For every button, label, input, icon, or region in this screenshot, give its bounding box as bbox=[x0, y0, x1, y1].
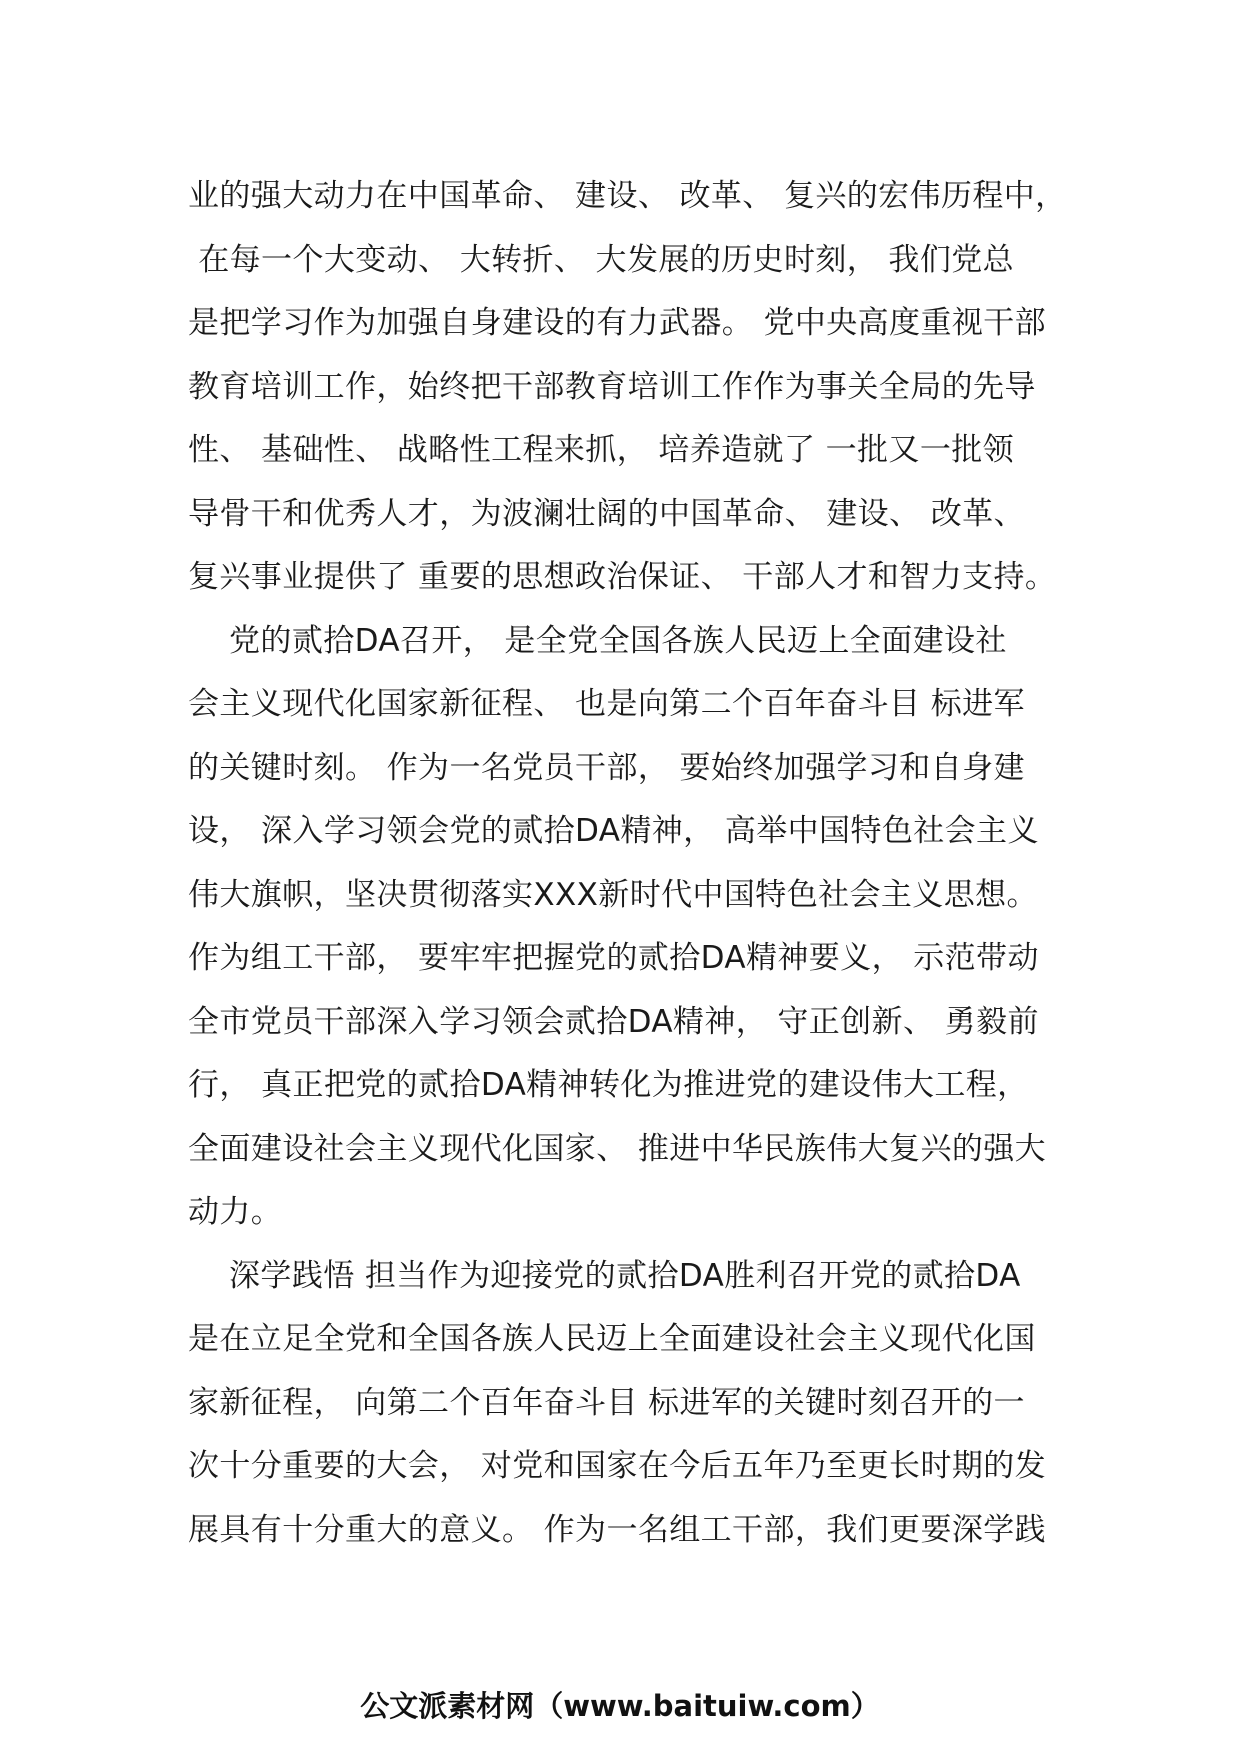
text-line: 复兴事业提供了 重要的思想政治保证、 干部人才和智力支持。 bbox=[188, 559, 1057, 595]
text-line: 业的强大动力在中国革命、 建设、 改革、 复兴的宏伟历程中， bbox=[188, 178, 1067, 214]
text-line: 是把学习作为加强自身建设的有力武器。 党中央高度重视干部 bbox=[188, 305, 1047, 341]
text-line: 是在立足全党和全国各族人民迈上全面建设社会主义现代化国 bbox=[188, 1321, 1036, 1357]
text-line: 伟大旗帜，坚决贯彻落实XXX新时代中国特色社会主义思想。 bbox=[188, 876, 1038, 913]
text-line: 展具有十分重大的意义。 作为一名组工干部，我们更要深学践 bbox=[188, 1511, 1047, 1548]
text-line: 全面建设社会主义现代化国家、 推进中华民族伟大复兴的强大 bbox=[188, 1130, 1047, 1167]
text-line: 次十分重要的大会， 对党和国家在今后五年乃至更长时期的发 bbox=[188, 1448, 1047, 1484]
document-body bbox=[188, 165, 1067, 1562]
text-line: 在每一个大变动、 大转折、 大发展的历史时刻， 我们党总 bbox=[188, 241, 1015, 278]
text-line: 教育培训工作，始终把干部教育培训工作作为事关全局的先导 bbox=[188, 368, 1036, 405]
text-line: 行， 真正把党的贰拾DA精神转化为推进党的建设伟大工程， bbox=[188, 1067, 1029, 1103]
text-line: 性、 基础性、 战略性工程来抓， 培养造就了 一批又一批领 bbox=[188, 432, 1015, 468]
text-line: 设， 深入学习领会党的贰拾DA精神， 高举中国特色社会主义 bbox=[188, 813, 1039, 849]
text-line: 动力。 bbox=[188, 1194, 283, 1230]
text-line: 深学践悟 担当作为迎接党的贰拾DA胜利召开党的贰拾DA bbox=[188, 1257, 1021, 1294]
text-line: 导骨干和优秀人才，为波澜壮阔的中国革命、 建设、 改革、 bbox=[188, 495, 1025, 532]
page-footer: 公文派素材网（www.baituiw.com） bbox=[360, 1689, 880, 1723]
text-line: 的关键时刻。 作为一名党员干部， 要始终加强学习和自身建 bbox=[188, 749, 1025, 786]
text-line: 党的贰拾DA召开， 是全党全国各族人民迈上全面建设社 bbox=[188, 622, 1007, 659]
text-line: 全市党员干部深入学习领会贰拾DA精神， 守正创新、 勇毅前 bbox=[188, 1003, 1039, 1040]
text-line: 会主义现代化国家新征程、 也是向第二个百年奋斗目 标进军 bbox=[188, 686, 1025, 722]
text-line: 家新征程， 向第二个百年奋斗目 标进军的关键时刻召开的一 bbox=[188, 1384, 1025, 1421]
text-line: 作为组工干部， 要牢牢把握党的贰拾DA精神要义， 示范带动 bbox=[188, 940, 1039, 976]
